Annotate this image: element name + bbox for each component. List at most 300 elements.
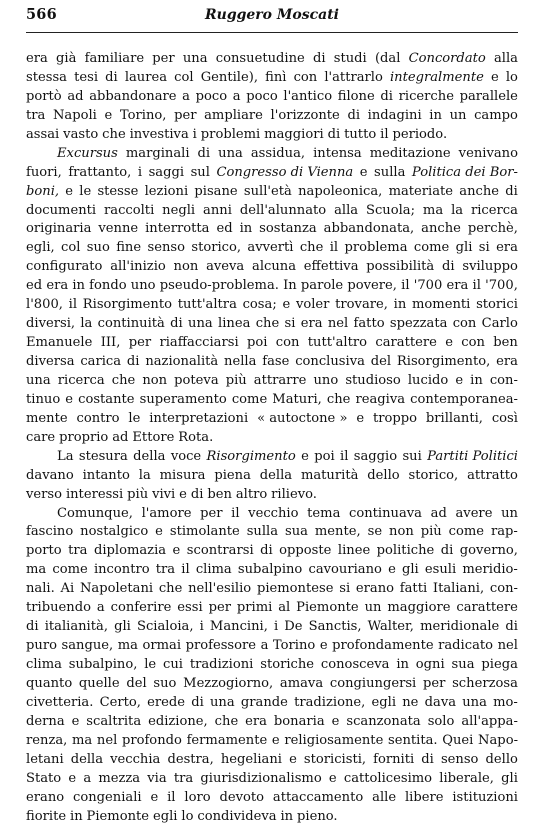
word: campo: [474, 107, 518, 123]
word: marginali: [125, 145, 190, 161]
word: anche: [459, 183, 500, 199]
word: e: [490, 69, 499, 85]
word: destra,: [167, 751, 214, 767]
word: storico,: [191, 240, 242, 256]
word: uno: [130, 278, 156, 294]
word: brillanti,: [425, 410, 483, 426]
word: del: [126, 675, 147, 691]
word: tra: [173, 770, 194, 786]
word: che: [255, 316, 280, 332]
word: cosa;: [242, 297, 277, 313]
word: Torino: [272, 638, 316, 654]
word: egli,: [26, 240, 55, 256]
word: interpretazioni: [149, 410, 249, 426]
word: venivano: [458, 145, 518, 161]
word: alle: [372, 789, 397, 805]
word: problema: [344, 240, 408, 256]
word: radicato: [438, 638, 494, 654]
word: più: [420, 524, 442, 540]
word: istituzioni: [452, 789, 518, 805]
word: ad: [112, 429, 129, 445]
word: pieno.: [297, 808, 338, 824]
word: Risorgimento: [82, 297, 173, 313]
word: lucido: [407, 372, 449, 388]
text-line: [26, 315, 518, 334]
word: poco: [246, 88, 278, 104]
word: dello: [485, 751, 518, 767]
italic-word: Excursus: [57, 145, 118, 161]
word: che: [299, 240, 324, 256]
word: per: [422, 675, 446, 691]
word: e: [359, 164, 368, 180]
word: lo: [181, 808, 194, 824]
word: nella: [224, 354, 257, 369]
word: liberale,: [439, 770, 494, 786]
page-header: [26, 4, 518, 33]
word: uno: [313, 372, 339, 388]
word: ma: [71, 732, 93, 748]
word: dello: [367, 467, 400, 483]
text-line: [26, 183, 518, 202]
word: erede: [147, 694, 185, 710]
word: a: [83, 770, 92, 786]
word: tesi: [74, 69, 99, 85]
word: la: [451, 202, 464, 218]
word: della: [259, 467, 293, 483]
word: saggio: [353, 448, 398, 464]
word: della: [70, 751, 104, 767]
word: reagiva: [355, 391, 406, 407]
word: di: [440, 543, 454, 559]
word: col: [61, 240, 81, 256]
word: renza,: [26, 732, 68, 748]
word: per: [128, 335, 152, 351]
word: fermamente: [186, 732, 268, 748]
word: per: [174, 107, 197, 123]
word: configurato: [26, 259, 103, 275]
paragraph: [26, 505, 518, 827]
word: la: [80, 316, 93, 332]
word: Scuola;: [365, 202, 416, 218]
word: e: [172, 543, 181, 559]
word: esuli: [424, 562, 457, 578]
text-line: [26, 637, 518, 656]
word: una: [209, 694, 235, 710]
word: che: [326, 391, 351, 407]
word: politiche: [376, 543, 435, 559]
word: i: [273, 619, 279, 635]
word: con: [452, 316, 477, 332]
word: un: [364, 600, 382, 616]
word: troppo: [372, 410, 418, 426]
word: maggiori: [264, 126, 324, 142]
word: tutt'altra: [177, 297, 237, 313]
word: senso: [147, 240, 185, 256]
word: sentita.: [388, 732, 438, 748]
word: pseudo-problema.: [159, 278, 279, 294]
word: Italiani,: [432, 581, 485, 597]
word: si: [339, 581, 351, 597]
word: e: [331, 713, 340, 729]
word: il: [181, 562, 190, 578]
word: di: [421, 751, 434, 767]
word: hegeliani: [220, 751, 282, 767]
word: contemporanea-: [410, 391, 518, 407]
word: subalpino: [237, 562, 303, 578]
word: filone: [337, 88, 375, 104]
text-line: [26, 656, 518, 675]
word: era: [446, 278, 469, 294]
word: primi: [236, 600, 273, 616]
word: Sanctis,: [308, 619, 362, 635]
word: di: [26, 619, 39, 635]
word: possibilità: [366, 259, 435, 275]
text-line: [26, 675, 518, 694]
word: parole: [300, 278, 344, 294]
word: amava: [279, 675, 324, 691]
word: il: [329, 240, 339, 256]
text-line: [26, 505, 518, 524]
word: cui: [163, 657, 183, 672]
word: scaltrita: [86, 713, 142, 729]
word: lezioni: [144, 183, 189, 199]
word: non: [389, 524, 414, 540]
word: all'appa-: [461, 713, 518, 729]
word: una: [182, 51, 208, 66]
word: documenti: [26, 202, 97, 218]
word: mente,: [314, 524, 361, 540]
word: studioso: [345, 372, 401, 388]
text-line: [26, 277, 518, 296]
text-line: [26, 542, 518, 561]
word: era: [245, 713, 267, 729]
word: una: [218, 145, 243, 161]
word: egli: [371, 694, 397, 710]
word: sostanza: [259, 221, 317, 237]
text-line: [26, 713, 518, 732]
text-line: [26, 145, 518, 164]
word: indagini: [367, 107, 422, 123]
word: laurea: [124, 69, 168, 85]
word: altro: [235, 486, 268, 502]
italic-word: Risorgimento: [206, 448, 296, 464]
word: tutto: [344, 126, 377, 142]
word: e: [150, 789, 159, 805]
word: Walter,: [367, 619, 414, 635]
word: avvertì: [247, 240, 294, 256]
word: interrotta: [145, 221, 210, 237]
word: assidua,: [250, 145, 306, 161]
word: gli: [114, 619, 131, 635]
word: tema: [307, 505, 341, 521]
word: quanto: [26, 675, 73, 691]
word: problemi: [200, 126, 261, 142]
word: scanzonata: [346, 713, 421, 729]
word: a: [260, 638, 269, 654]
word: nel: [96, 732, 118, 748]
word: profondo: [121, 732, 182, 748]
word: così: [491, 410, 518, 426]
italic-word: Politica dei Bor-: [411, 164, 518, 180]
word: fatti: [399, 581, 428, 597]
word: se: [367, 524, 383, 540]
word: profondamente: [332, 638, 434, 654]
word: di: [505, 619, 518, 635]
word: essi: [177, 600, 203, 616]
word: mezza: [98, 770, 141, 786]
word: di: [170, 316, 183, 332]
word: Gentile),: [200, 69, 258, 85]
word: gli: [455, 240, 473, 256]
text-line: [26, 486, 518, 505]
word: con: [293, 69, 318, 85]
text-line: [26, 258, 518, 277]
text-line: [26, 410, 518, 429]
word: gli: [401, 562, 419, 578]
word: mo-: [493, 694, 518, 710]
italic-word: Concordato: [408, 51, 486, 66]
word: Ai: [60, 581, 75, 597]
page-number: 566: [26, 6, 57, 23]
word: una: [26, 372, 51, 388]
word: familiare: [84, 51, 145, 66]
word: saggi: [148, 164, 185, 180]
text-line: [26, 69, 518, 88]
word: professore: [185, 638, 257, 654]
word: e: [155, 524, 163, 540]
text-line: [26, 353, 518, 372]
word: Scialoia,: [136, 619, 194, 635]
word: sviluppo: [462, 259, 518, 275]
word: e: [455, 372, 464, 388]
word: nell'esilio: [188, 581, 252, 597]
word: portò: [26, 88, 62, 104]
italic-word: integralmente: [389, 69, 484, 85]
word: sulla: [246, 524, 279, 540]
word: Mezzogiorno,: [183, 675, 274, 691]
word: e: [71, 713, 80, 729]
word: Mancini,: [209, 619, 268, 635]
word: diplomazia: [93, 543, 167, 559]
word: italianità,: [44, 619, 108, 635]
word: del: [370, 354, 392, 369]
word: piega: [481, 657, 518, 672]
word: condivideva: [197, 808, 277, 824]
word: di: [190, 486, 204, 502]
word: la: [138, 467, 151, 483]
text-line: [26, 580, 518, 599]
word: vivi: [152, 486, 176, 502]
word: in: [429, 107, 442, 123]
word: ma: [117, 638, 138, 654]
word: i: [137, 164, 143, 180]
word: senso: [440, 751, 479, 767]
word: ricerche: [398, 88, 454, 104]
word: per: [208, 600, 231, 616]
word: ricerca: [57, 372, 105, 388]
word: e: [301, 448, 309, 464]
word: congeniali: [73, 789, 142, 805]
word: costante: [78, 391, 135, 407]
word: al: [278, 600, 291, 616]
word: e: [65, 183, 74, 199]
word: meditazione: [369, 145, 451, 161]
word: erano: [26, 789, 65, 805]
word: era: [300, 316, 323, 332]
word: di: [505, 183, 518, 199]
word: l'amore: [141, 505, 192, 521]
word: frattanto,: [68, 164, 132, 180]
word: e: [68, 770, 77, 786]
word: clima: [195, 562, 232, 578]
word: « autoctone »: [257, 410, 348, 426]
word: e: [65, 391, 74, 407]
word: l'800,: [26, 297, 63, 313]
word: avere: [455, 505, 493, 521]
word: Maturi,: [272, 391, 322, 407]
word: storico,: [408, 467, 459, 483]
word: con: [461, 335, 485, 351]
word: a: [182, 88, 190, 104]
text-line: [26, 50, 518, 69]
word: dava: [424, 694, 457, 710]
word: piemontese: [256, 581, 334, 597]
word: assai: [26, 126, 60, 142]
word: riaffacciarsi: [159, 335, 239, 351]
word: fase: [262, 354, 290, 369]
word: verso: [26, 486, 63, 502]
word: con-: [489, 372, 518, 388]
word: ed: [216, 221, 233, 237]
word: in: [393, 297, 407, 313]
word: linea: [218, 316, 251, 332]
word: suo: [153, 675, 177, 691]
word: di: [312, 51, 326, 66]
word: di: [191, 694, 204, 710]
word: non: [173, 259, 199, 275]
word: tra: [26, 107, 46, 123]
text-line: [26, 732, 518, 751]
word: attrarre: [253, 372, 307, 388]
word: tutt'altro: [307, 335, 368, 351]
text-line: [26, 107, 518, 126]
word: maturità: [300, 467, 359, 483]
text-line: [26, 448, 518, 467]
word: erano: [355, 581, 395, 597]
word: all'inizio: [110, 259, 166, 275]
word: continuità: [97, 316, 165, 332]
word: investiva: [129, 126, 189, 142]
word: carattere: [375, 335, 437, 351]
word: con: [275, 335, 300, 351]
word: Quei: [442, 732, 474, 748]
word: De: [284, 619, 303, 635]
word: fascino: [26, 524, 74, 540]
word: che: [102, 126, 126, 142]
word: '700: [413, 278, 443, 294]
word: col: [174, 69, 194, 85]
word: alcuna: [252, 259, 297, 275]
word: interessi: [65, 486, 124, 502]
paragraph: [26, 145, 518, 448]
word: La: [57, 448, 74, 464]
word: conferire: [110, 600, 172, 616]
word: congiungersi: [329, 675, 417, 691]
word: proprio: [59, 429, 109, 445]
word: III,: [100, 335, 121, 351]
word: i: [199, 619, 204, 635]
word: conclusiva: [295, 354, 365, 369]
word: rilievo.: [271, 486, 317, 502]
word: si: [478, 240, 490, 256]
word: intensa: [313, 145, 362, 161]
word: con-: [489, 581, 518, 597]
word: Piemonte: [86, 808, 150, 824]
word: ne: [402, 694, 419, 710]
word: forniti: [373, 751, 415, 767]
text-line: [26, 561, 518, 580]
word: scontrarsi: [186, 543, 254, 559]
word: trovare,: [335, 297, 388, 313]
word: studi: [333, 51, 367, 66]
word: voler: [295, 297, 330, 313]
word: gli: [501, 770, 518, 786]
word: Piemonte: [296, 600, 359, 616]
text-line: [26, 694, 518, 713]
word: Napoli: [52, 107, 97, 123]
word: stesura: [78, 448, 128, 464]
word: ad: [430, 505, 447, 521]
word: come: [52, 562, 88, 578]
word: già: [56, 51, 77, 66]
word: ad: [67, 88, 84, 104]
word: il: [380, 126, 389, 142]
text-line: [26, 599, 518, 618]
word: conosceva: [320, 657, 390, 672]
word: nel: [327, 316, 349, 332]
word: edizione,: [148, 713, 208, 729]
word: poi: [314, 448, 335, 464]
paragraph: [26, 448, 518, 505]
text-line: [26, 523, 518, 542]
word: ma: [26, 562, 47, 578]
paragraph: [26, 50, 518, 145]
word: i: [192, 126, 197, 142]
text-line: [26, 126, 518, 145]
word: che: [158, 581, 183, 597]
word: ricerca: [470, 202, 518, 218]
word: l'antico: [283, 88, 333, 104]
word: stesse: [97, 183, 139, 199]
word: negli: [162, 202, 196, 218]
word: le: [79, 183, 92, 199]
word: linee: [337, 543, 371, 559]
word: egli: [152, 808, 178, 824]
book-page: [26, 0, 518, 826]
word: come: [448, 524, 485, 540]
running-head: Ruggero Moscati: [205, 7, 339, 23]
word: e: [289, 751, 297, 767]
word: e: [271, 732, 280, 748]
word: care: [26, 429, 56, 445]
word: carica: [80, 354, 122, 369]
word: per: [152, 51, 175, 66]
word: (dal: [374, 51, 401, 66]
word: storiche: [260, 657, 315, 672]
word: in: [280, 808, 294, 824]
word: effettiva: [303, 259, 359, 275]
word: in: [396, 657, 409, 672]
